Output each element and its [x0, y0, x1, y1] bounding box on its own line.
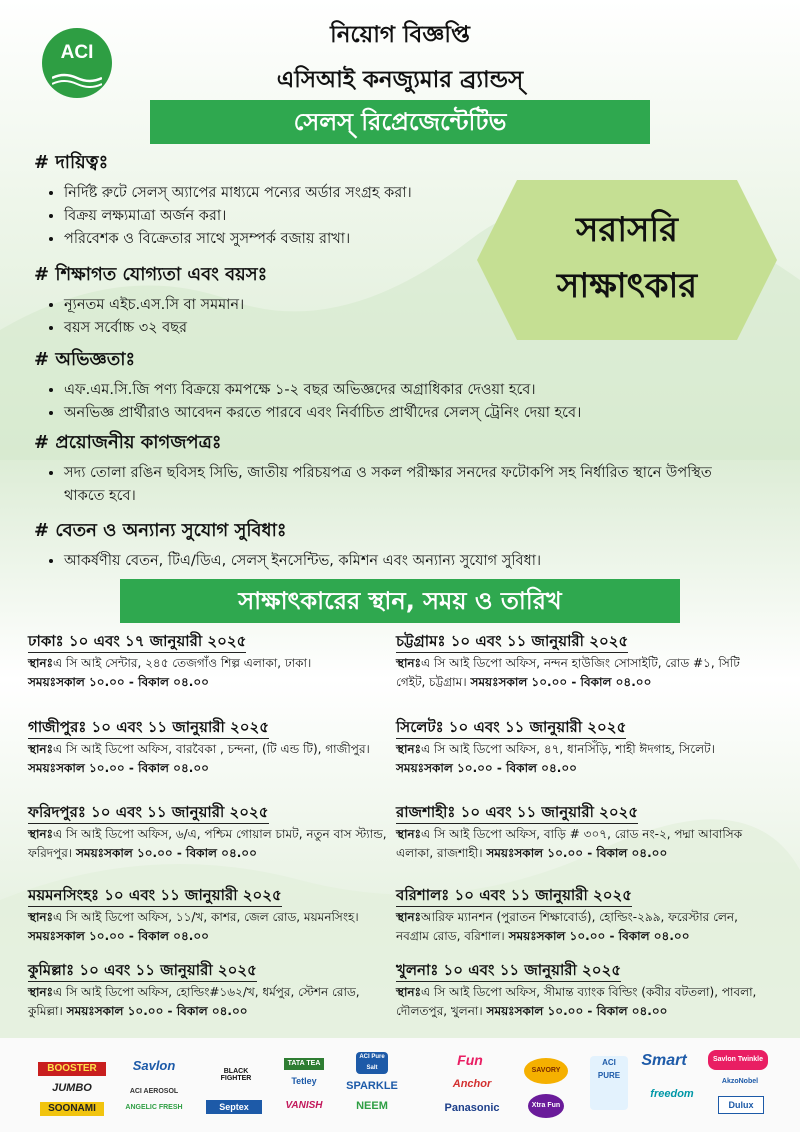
brand-aci-pure: ACI PURE [590, 1056, 628, 1110]
location-address: এ সি আই ডিপো অফিস, ৪৭, ধানসিঁড়ি, শাহী ঈদগাহ, সিলেট। [420, 742, 715, 756]
place-label: স্থানঃ [396, 742, 421, 756]
brand-neem: NEEM [356, 1100, 388, 1112]
place-label: স্থানঃ [28, 985, 53, 999]
company-name: এসিআই কনজ্যুমার ব্র্যান্ডস্ [276, 67, 524, 93]
page-title: নিয়োগ বিজ্ঞপ্তি [330, 22, 470, 48]
brand-freedom: freedom [650, 1088, 694, 1100]
section-salary [34, 516, 541, 573]
location-time: সকাল ১০.০০ - বিকাল ০৪.০০ [424, 761, 577, 775]
location-rajshahi [396, 803, 772, 863]
location-heading: সিলেটঃ ১০ এবং ১১ জানুয়ারী ২০২৫ [396, 718, 626, 739]
location-time: সকাল ১০.০০ - বিকাল ০৪.০০ [56, 929, 209, 943]
location-address: এ সি আই ডিপো অফিস, ৬/এ, পশ্চিম গোয়াল চামট, নতুন বাস স্ট্যান্ড, ফরিদপুর। [28, 827, 387, 860]
brand-vanish: VANISH [285, 1100, 323, 1111]
brand-tata-tea: TATA TEA [284, 1058, 324, 1070]
location-heading: কুমিল্লাঃ ১০ এবং ১১ জানুয়ারী ২০২৫ [28, 961, 257, 982]
brand-dulux: Dulux [718, 1096, 764, 1114]
location-sylhet [396, 718, 772, 778]
location-cumilla [28, 961, 380, 1021]
location-address: এ সি আই সেন্টার, ২৪৫ তেজগাঁও শিল্প এলাকা, ঢাকা। [52, 656, 312, 670]
brand-booster: BOOSTER [38, 1062, 106, 1076]
location-heading: গাজীপুরঃ ১০ এবং ১১ জানুয়ারী ২০২৫ [28, 718, 269, 739]
location-address: এ সি আই ডিপো অফিস, বারবৈকা , চন্দনা, (টি এন্ড টি), গাজীপুর। [52, 742, 370, 756]
brand-fun: Fun [457, 1052, 483, 1068]
section-heading: # শিক্ষাগত যোগ্যতা এবং বয়সঃ [34, 264, 268, 285]
brand-savory: SAVORY [524, 1058, 568, 1084]
brand-logo-bar [0, 1038, 800, 1132]
interview-badge-text [477, 202, 777, 314]
list-item: • এফ.এম.সি.জি পণ্য বিক্রয়ে কমপক্ষে ১-২ বছর অভিজ্ঞদের অগ্রাধিকার দেওয়া হবে। [64, 379, 581, 402]
brand-tetley: Tetley [291, 1076, 317, 1086]
badge-line-2: সাক্ষাৎকার [556, 266, 698, 306]
location-address: এ সি আই ডিপো অফিস, ১১/খ, কাশর, জেল রোড, ময়মনসিংহ। [52, 910, 359, 924]
place-label: স্থানঃ [396, 827, 421, 841]
place-label: স্থানঃ [396, 656, 421, 670]
time-label: সময়ঃ [508, 929, 537, 943]
list-item: • নির্দিষ্ট রুটে সেলস্ অ্যাপের মাধ্যমে পন্যের অর্ডার সংগ্রহ করা। [64, 182, 412, 205]
location-heading: খুলনাঃ ১০ এবং ১১ জানুয়ারী ২০২৫ [396, 961, 621, 982]
location-barishal [396, 886, 772, 946]
list-item: • সদ্য তোলা রঙিন ছবিসহ সিভি, জাতীয় পরিচয়পত্র ও সকল পরীক্ষার সনদের ফটোকপি সহ নির্ধারিত স্থানে উপস্থিত থাকতে হবে। [64, 462, 754, 508]
location-heading: ময়মনসিংহঃ ১০ এবং ১১ জানুয়ারী ২০২৫ [28, 886, 282, 907]
brand-savlon-twinkle: Savlon Twinkle [708, 1050, 768, 1070]
interview-schedule-banner: সাক্ষাৎকারের স্থান, সময় ও তারিখ [120, 579, 680, 623]
location-address: আরিফ ম্যানশন (পুরাতন শিক্ষাবোর্ড), হোল্ডিং-২৯৯, ফরেস্টার লেন, নবগ্রাম রোড, বরিশাল। [396, 910, 738, 943]
location-heading: বরিশালঃ ১০ এবং ১১ জানুয়ারী ২০২৫ [396, 886, 632, 907]
location-heading: রাজশাহীঃ ১০ এবং ১১ জানুয়ারী ২০২৫ [396, 803, 638, 824]
list-item: • বয়স সর্বোচ্চ ৩২ বছর [64, 317, 267, 340]
time-label: সময়ঃ [486, 1004, 515, 1018]
time-label: সময়ঃ [470, 675, 499, 689]
location-heading: ফরিদপুরঃ ১০ এবং ১১ জানুয়ারী ২০২৫ [28, 803, 269, 824]
brand-black-fighter: BLACK FIGHTER [220, 1068, 252, 1082]
section-documents [34, 428, 754, 508]
list-item: • আকর্ষণীয় বেতন, টিএ/ডিএ, সেলস্ ইনসেন্টিভ, কমিশন এবং অন্যান্য সুযোগ সুবিধা। [64, 550, 541, 573]
section-education [34, 260, 267, 340]
brand-savlon: Savlon [132, 1058, 176, 1073]
location-time: সকাল ১০.০০ - বিকাল ০৪.০০ [56, 675, 209, 689]
location-time: সকাল ১০.০০ - বিকাল ০৪.০০ [536, 929, 690, 943]
list-item: • বিক্রয় লক্ষ্যমাত্রা অর্জন করা। [64, 205, 412, 228]
location-dhaka [28, 632, 380, 692]
brand-akzonobel: AkzoNobel [721, 1078, 759, 1085]
section-heading: # প্রয়োজনীয় কাগজপত্রঃ [34, 432, 222, 453]
section-heading: # দায়িত্বঃ [34, 152, 109, 173]
section-experience [34, 345, 581, 425]
location-heading: চট্টগ্রামঃ ১০ এবং ১১ জানুয়ারী ২০২৫ [396, 632, 628, 653]
brand-soonami: SOONAMI [40, 1102, 104, 1116]
location-time: সকাল ১০.০০ - বিকাল ০৪.০০ [94, 1004, 248, 1018]
location-gazipur [28, 718, 380, 778]
location-heading: ঢাকাঃ ১০ এবং ১৭ জানুয়ারী ২০২৫ [28, 632, 246, 653]
brand-sparkle: SPARKLE [346, 1080, 398, 1092]
brand-smart: Smart [641, 1052, 687, 1069]
time-label: সময়ঃ [486, 846, 515, 860]
section-heading: # অভিজ্ঞতাঃ [34, 349, 136, 370]
badge-line-1: সরাসরি [576, 210, 678, 250]
brand-anchor: Anchor [452, 1078, 492, 1090]
place-label: স্থানঃ [28, 656, 53, 670]
location-mymensingh [28, 886, 380, 946]
brand-jumbo: JUMBO [52, 1082, 92, 1094]
location-khulna [396, 961, 772, 1021]
location-time: সকাল ১০.০০ - বিকাল ০৪.০০ [514, 1004, 668, 1018]
brand-aci-pure-salt: ACI Pure Salt [356, 1052, 388, 1074]
time-label: সময়ঃ [66, 1004, 95, 1018]
location-time: সকাল ১০.০০ - বিকাল ০৪.০০ [104, 846, 257, 860]
position-banner: সেলস্ রিপ্রেজেন্টেটিভ [150, 100, 650, 144]
time-label: সময়ঃ [28, 929, 57, 943]
location-time: সকাল ১০.০০ - বিকাল ০৪.০০ [514, 846, 668, 860]
section-responsibilities [34, 148, 412, 251]
brand-angelic-fresh: ANGELIC FRESH [125, 1104, 183, 1111]
place-label: স্থানঃ [28, 742, 53, 756]
time-label: সময়ঃ [396, 761, 425, 775]
location-address: এ সি আই ডিপো অফিস, হোল্ডিং#১৬২/খ, ধর্মপুর, স্টেশন রোড, কুমিল্লা। [28, 985, 360, 1018]
brand-xtra-fun: Xtra Fun [528, 1094, 564, 1118]
location-faridpur [28, 803, 388, 863]
brand-septex: Septex [206, 1100, 262, 1114]
list-item: • অনভিজ্ঞ প্রার্থীরাও আবেদন করতে পারবে এবং নির্বাচিত প্রার্থীদের সেলস্ ট্রেনিং দেয়া হবে। [64, 402, 581, 425]
section-heading: # বেতন ও অন্যান্য সুযোগ সুবিধাঃ [34, 520, 287, 541]
location-address: এ সি আই ডিপো অফিস, নন্দন হাউজিং সোসাইটি, রোড #১, সিটি গেইট, চট্টগ্রাম। [396, 656, 740, 689]
time-label: সময়ঃ [28, 761, 57, 775]
location-address: এ সি আই ডিপো অফিস, সীমান্ত ব্যাংক বিল্ডিং (কবীর বটতলা), পাবলা, দৌলতপুর, খুলনা। [396, 985, 757, 1018]
place-label: স্থানঃ [28, 910, 53, 924]
brand-panasonic: Panasonic [444, 1102, 500, 1114]
place-label: স্থানঃ [28, 827, 53, 841]
time-label: সময়ঃ [28, 675, 57, 689]
location-chattogram [396, 632, 772, 692]
location-time: সকাল ১০.০০ - বিকাল ০৪.০০ [498, 675, 652, 689]
place-label: স্থানঃ [396, 985, 421, 999]
time-label: সময়ঃ [75, 846, 105, 860]
logo-text: ACI [60, 42, 94, 63]
location-time: সকাল ১০.০০ - বিকাল ০৪.০০ [56, 761, 209, 775]
list-item: • পরিবেশক ও বিক্রেতার সাথে সুসম্পর্ক বজায় রাখা। [64, 228, 412, 251]
location-address: এ সি আই ডিপো অফিস, বাড়ি # ৩০৭, রোড নং-২, পদ্মা আবাসিক এলাকা, রাজশাহী। [396, 827, 743, 860]
list-item: • ন্যূনতম এইচ.এস.সি বা সমমান। [64, 294, 267, 317]
place-label: স্থানঃ [396, 910, 421, 924]
brand-aci-aerosol: ACI AEROSOL [129, 1088, 179, 1095]
